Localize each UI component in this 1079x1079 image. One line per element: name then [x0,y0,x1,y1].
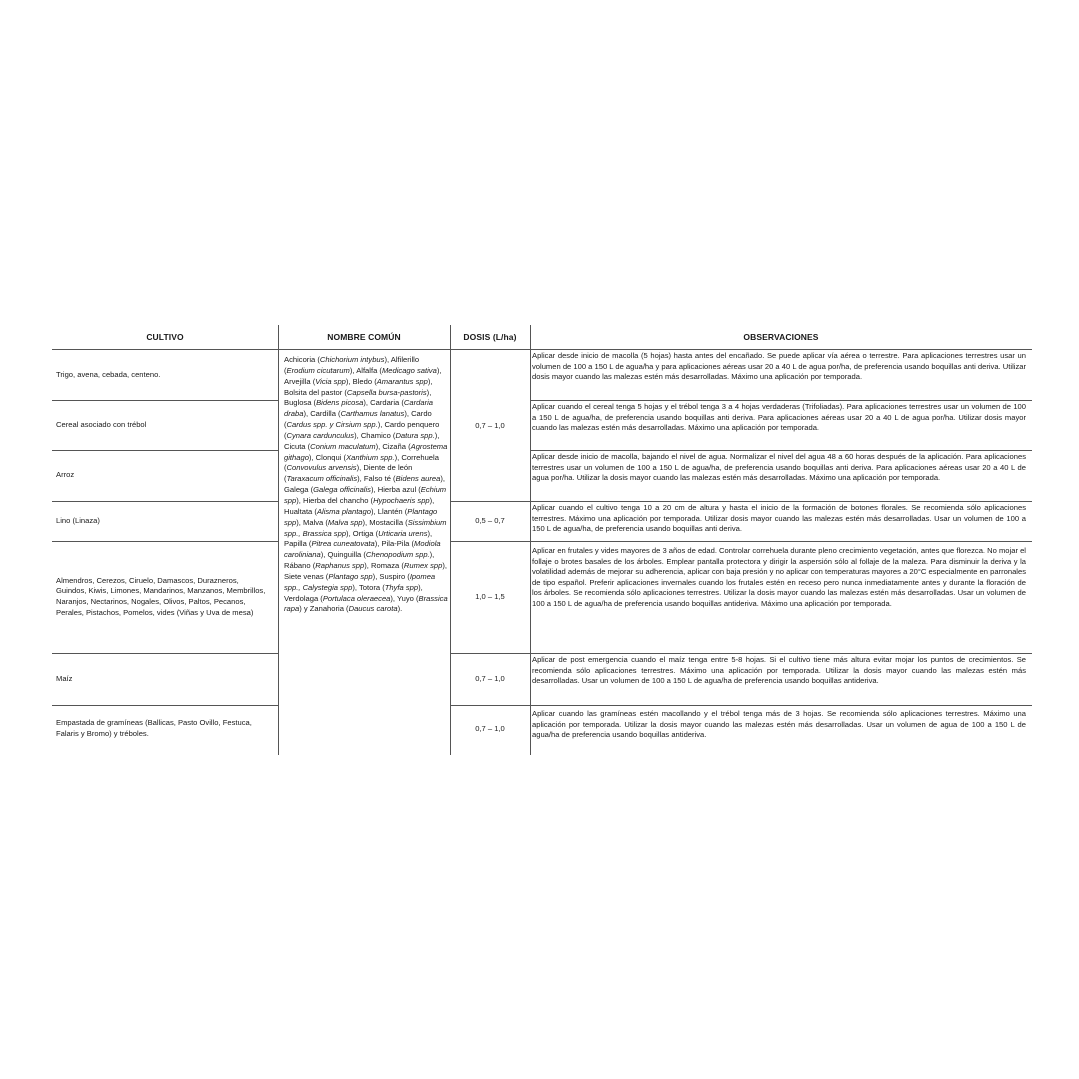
weed-scientific-name: Bidens aurea [395,474,441,484]
weed-common-name: y Zanahoria ( [303,604,349,614]
weed-entry [284,355,391,364]
crop-cell: Empastada de gramíneas (Ballicas, Pasto Ovillo, Festuca, Falaris y Bromo) y tréboles. [56,718,252,738]
weed-scientific-name: Portulaca oleraecea [322,593,391,603]
weed-scientific-name: Cynara cardunculus [286,430,355,440]
weed-scientific-name: Taraxacum officinalis [286,474,358,484]
header-dosis: DOSIS (L/ha) [463,332,517,342]
weed-entry [371,561,447,570]
weed-common-name: Ortiga ( [352,528,379,538]
row-divider [530,450,1032,451]
weed-separator: ), [356,463,364,473]
weed-scientific-name: Hypochaeris spp [373,495,430,505]
weed-separator: ), [426,387,432,397]
weed-common-name: Verdolaga ( [284,593,323,603]
weed-entry [304,604,402,613]
weed-common-name: Siete venas ( [284,571,329,581]
crop-cell: Cereal asociado con trébol [56,419,147,429]
weed-scientific-name: Cardus spp. y Cirsium spp. [286,420,378,430]
weed-common-name: Buglosa ( [284,398,317,408]
weed-common-name: Pila-Pila ( [381,539,415,549]
weed-entry [284,561,371,570]
weed-separator: ), [427,376,433,386]
weed-separator: ), [296,517,303,527]
weed-scientific-name: Daucus carota [348,604,398,614]
weed-common-name: Alfalfa ( [356,365,382,375]
weed-common-name: Romaza ( [370,561,404,571]
weed-common-name: Rábano ( [284,561,316,571]
header-cultivo: CULTIVO [146,332,184,342]
weed-separator: ), [370,506,378,516]
dose-cell: 0,5 – 0,7 [475,515,505,525]
weed-common-name: Cardo ( [284,409,432,430]
observation-cell: Aplicar en frutales y vides mayores de 3 años de edad. Controlar correhuela durante pleno crecimiento vegetación, antes que florezca. No mojar el follaje o brotes basales de los árboles. Emplear pantalla protectora y dirigir la aspersión sólo al follaje de la maleza. Para disminuir la deriva y la volatilidad además de mejorar su adherencia, aplicar con baja presión y no aplicar con temperaturas mayores a 20°C especialmente en parronales de tipo español. Preferir aplicaciones invernales cuando los frutales estén en receso pero nunca inmediatamente antes y durante la floración de los árboles. Se recomienda sólo aplicaciones terrestres. Utilizar la dosis mayor cuando las malezas estén más desarrolladas. Usar un volumen de 100 a 150 L de agua/ha de preferencia usando boquillas antideriva. Máximo una aplicación por temporada. [532,546,1026,608]
weed-entry [284,507,378,516]
weed-scientific-name: Plantago spp [328,571,373,581]
weed-common-name: Yuyo ( [397,593,419,603]
column-divider [450,325,451,755]
weed-common-name: Mostacilla ( [369,517,408,527]
observation-cell: Aplicar cuando las gramíneas estén macollando y el trébol tenga más de 3 hojas. Se recomienda sólo aplicaciones terrestres. Máximo una aplicación por temporada. Utilizar la dosis mayor cuando las malezas estén más desarrolladas. Usar un volumen de agua de 100 a 150 L de agua/ha de preferencia usando boquillas antideriva. [532,709,1026,740]
header-rule [52,349,1032,350]
weed-entry [316,453,402,462]
weed-scientific-name: Thyfa spp [384,582,419,592]
weed-common-name: Achicoria ( [284,355,320,364]
observation-cell: Aplicar cuando el cultivo tenga 10 a 20 cm de altura y hasta el inicio de la formación de botones florales. Se recomienda sólo aplicaciones terrestres. Máximo una aplicación por temporada. Utilizar dosis mayor cuando las malezas estén más desarrolladas. Usar un volumen de 100 a 150 L de agua/ha, de preferencia usando boquillas anti deriva. [532,503,1026,534]
weed-entry [361,431,440,440]
weed-separator: ), [436,365,442,375]
weed-entry [356,366,441,375]
weed-separator: ), [394,452,402,462]
weed-scientific-name: Galega officinalis [313,485,371,495]
weed-common-name: Llantén ( [377,506,408,516]
weed-entry [284,539,382,548]
weed-separator: ), [377,420,385,430]
weed-separator: ), [349,365,357,375]
weed-common-name: Chamico ( [360,430,396,440]
weed-scientific-name: Rumex spp [403,561,443,571]
weed-common-name: Cardo penquero ( [284,420,440,440]
weed-scientific-name: Ipomea spp., Calystegia spp [284,571,436,592]
crop-cell: Maíz [56,673,73,683]
weed-scientific-name: Medicago sativa [381,365,437,375]
weed-separator: ), [345,376,353,386]
observation-cell: Aplicar desde inicio de macolla, bajando el nivel de agua. Normalizar el nivel del agua 48 a 60 horas después de la aplicación. Para aplicaciones terrestres usar un volumen de 100 a 150 L de agua/ha, de preferencia usando boquillas anti deriva. Para aplicaciones aéreas usar 20 a 40 L de agua por/ha. Utilizar la dosis mayor cuando las malezas estén más desarrolladas. Máximo una aplicación por temporada. [532,452,1026,483]
header-observaciones: OBSERVACIONES [743,332,819,342]
weed-separator: ), [384,355,391,364]
weed-common-name: Cardaria ( [370,398,404,408]
weed-separator: ), [296,495,303,505]
row-divider [530,501,1032,502]
weed-common-name: Malva ( [303,517,328,527]
observation-cell: Aplicar desde inicio de macolla (5 hojas) hasta antes del encañado. Se puede aplicar vía aérea o terrestre. Para aplicaciones terrestres usar un volumen de 100 a 150 L de agua/ha y para aplicaciones aéreas usar 20 a 40 L de agua por/ha, de preferencia usando boquillas anti deriva. Utilizar dosis mayor cuando las malezas estén más desarrolladas. Máximo una aplicación por temporada. [532,351,1026,382]
weed-separator: ), [418,582,423,592]
weed-scientific-name: Cardaria draba [284,398,434,419]
weed-common-name: Cizaña ( [382,441,411,451]
column-divider [278,325,279,755]
weed-separator: ). [397,604,403,614]
weed-scientific-name: Capsella bursa-pastoris [346,387,427,397]
weed-separator: ), [429,495,435,505]
weed-scientific-name: Conium maculatum [310,441,376,451]
weed-entry [284,594,397,603]
weed-scientific-name: Erodium cicutarum [286,365,350,375]
weed-separator: ), [362,517,370,527]
row-divider [530,653,1032,654]
weed-common-name: Cicuta ( [284,441,311,451]
dose-cell: 0,7 – 1,0 [475,723,505,733]
weed-separator: ), [440,474,445,484]
weed-scientific-name: Xanthium spp. [346,452,395,462]
weed-scientific-name: Sissimbium spp., Brassica spp [284,517,447,538]
weed-scientific-name: Datura spp. [395,430,435,440]
weed-separator: ), [346,528,353,538]
weed-separator: ), [429,550,435,560]
weed-common-name: Galega ( [284,485,314,495]
dose-cell: 0,7 – 1,0 [475,673,505,683]
weed-scientific-name: Pitrea cuneatovata [311,539,375,549]
weed-common-name: Diente de león ( [284,463,413,484]
crop-cell: Almendros, Cerezos, Ciruelo, Damascos, Durazneros, Guindos, Kiwis, Limones, Mandarinos, Manzanos, Membrillos, Naranjos, Nectarinos, Nogales, Olivos, Paltos, Pecanos, Perales, Pistachos, Pomelos, vides (Viñas y Uva de mesa) [56,575,266,617]
weed-entry [353,529,432,538]
weed-entry [359,583,423,592]
weed-scientific-name: Modiola caroliniana [284,539,441,560]
weed-separator: ), [427,528,433,538]
weed-scientific-name: Plantago spp [284,506,438,527]
weed-common-name: Alfilerillo ( [284,355,420,375]
weed-separator: ), [320,550,328,560]
weed-entry [284,485,378,494]
weed-common-name: Correhuela ( [284,452,439,473]
column-divider [530,325,531,755]
weed-scientific-name: Bidens picosa [316,398,364,408]
observation-cell: Aplicar cuando el cereal tenga 5 hojas y el trébol tenga 3 a 4 hojas verdaderas (Trifoliadas). Para aplicaciones terrestres usar un volumen de 100 a 150 L de agua/ha, de preferencia usando boquillas anti deriva. Para aplicaciones aéreas usar 20 a 40 L de agua por/ha. Utilizar dosis mayor cuando las malezas estén más desarrolladas. Máximo una aplicación por temporada. [532,402,1026,433]
dose-cell: 0,7 – 1,0 [475,420,505,430]
weed-common-name: Arvejilla ( [284,376,316,386]
row-divider [530,705,1032,706]
weed-separator: ), [363,398,371,408]
weed-entry [284,398,370,407]
dose-cell: 1,0 – 1,5 [475,591,505,601]
weed-entry [327,550,434,559]
weed-separator: ), [375,441,383,451]
weed-scientific-name: Carthamus lanatus [340,409,405,419]
weed-separator: ), [434,430,440,440]
weed-scientific-name: Chichorium intybus [319,355,385,364]
weed-separator: ), [404,409,412,419]
weed-common-name: Hierba azul ( [377,485,421,495]
weed-scientific-name: Urticaria urens [378,528,428,538]
weed-common-name: Totora ( [359,582,385,592]
weed-separator: ), [308,452,316,462]
weed-scientific-name: Malva spp [327,517,363,527]
weed-common-name: Bolsita del pastor ( [284,387,347,397]
weed-entry [310,409,411,418]
weed-scientific-name: Alisma plantago [316,506,371,516]
weed-scientific-name: Amarantus spp [376,376,428,386]
weed-separator: ), [372,571,380,581]
row-divider [530,400,1032,401]
weed-common-name: Hierba del chancho ( [303,495,374,505]
weed-common-name: Suspiro ( [379,571,410,581]
weed-scientific-name: Vicia spp [315,376,346,386]
header-nombre-comun: NOMBRE COMÚN [327,332,401,342]
weed-entry [353,377,433,386]
weed-entry [284,572,379,581]
weed-separator: ), [370,485,378,495]
weed-scientific-name: Chenopodium spp. [365,550,430,560]
weed-common-name: Clonqui ( [315,452,347,462]
weed-common-name: Cardilla ( [310,409,341,419]
crop-cell: Arroz [56,470,75,480]
weed-scientific-name: Convovulus arvensis [286,463,357,473]
herbicide-usage-table [52,325,1032,755]
crop-cell: Trigo, avena, cebada, centeno. [56,369,161,379]
observation-cell: Aplicar de post emergencia cuando el maíz tenga entre 5-8 hojas. Si el cultivo tiene más altura evitar mojar los puntos de crecimientos. Se recomienda sólo aplicaciones terrestres. Máximo una aplicación por temporada. Utilizar la dosis mayor cuando las malezas estén más desarrolladas. Usar un volumen de 100 a 150 L de agua/ha de preferencia usando boquillas antideriva. [532,655,1026,686]
weed-common-name: Quinguilla ( [327,550,366,560]
weed-common-name: Papilla ( [284,539,312,549]
weed-common-name: Hualtata ( [284,506,317,516]
weed-separator: ), [354,430,361,440]
weed-entry [284,377,353,386]
weed-separator: ), [364,561,371,571]
weed-separator: ), [442,561,447,571]
weed-entry [284,388,431,397]
weed-separator: ) [299,604,304,614]
weed-separator: ), [357,474,364,484]
common-names-cell [284,355,448,755]
weed-entry [303,518,369,527]
weed-separator: ), [390,593,398,603]
weed-separator: ), [303,409,311,419]
weed-separator: ), [352,582,360,592]
weed-separator: ), [374,539,382,549]
weed-scientific-name: Raphanus spp [315,561,365,571]
weed-common-name: Falso té ( [363,474,396,484]
weed-scientific-name: Agrostema githago [284,441,448,462]
weed-scientific-name: Echium spp [284,485,447,505]
row-divider [530,541,1032,542]
weed-entry [303,496,434,505]
weed-entry [364,474,445,483]
weed-common-name: Bledo ( [352,376,377,386]
crop-cell: Lino (Linaza) [56,515,100,525]
weed-entry [284,442,382,451]
weed-scientific-name: Brassica rapa [284,593,448,614]
